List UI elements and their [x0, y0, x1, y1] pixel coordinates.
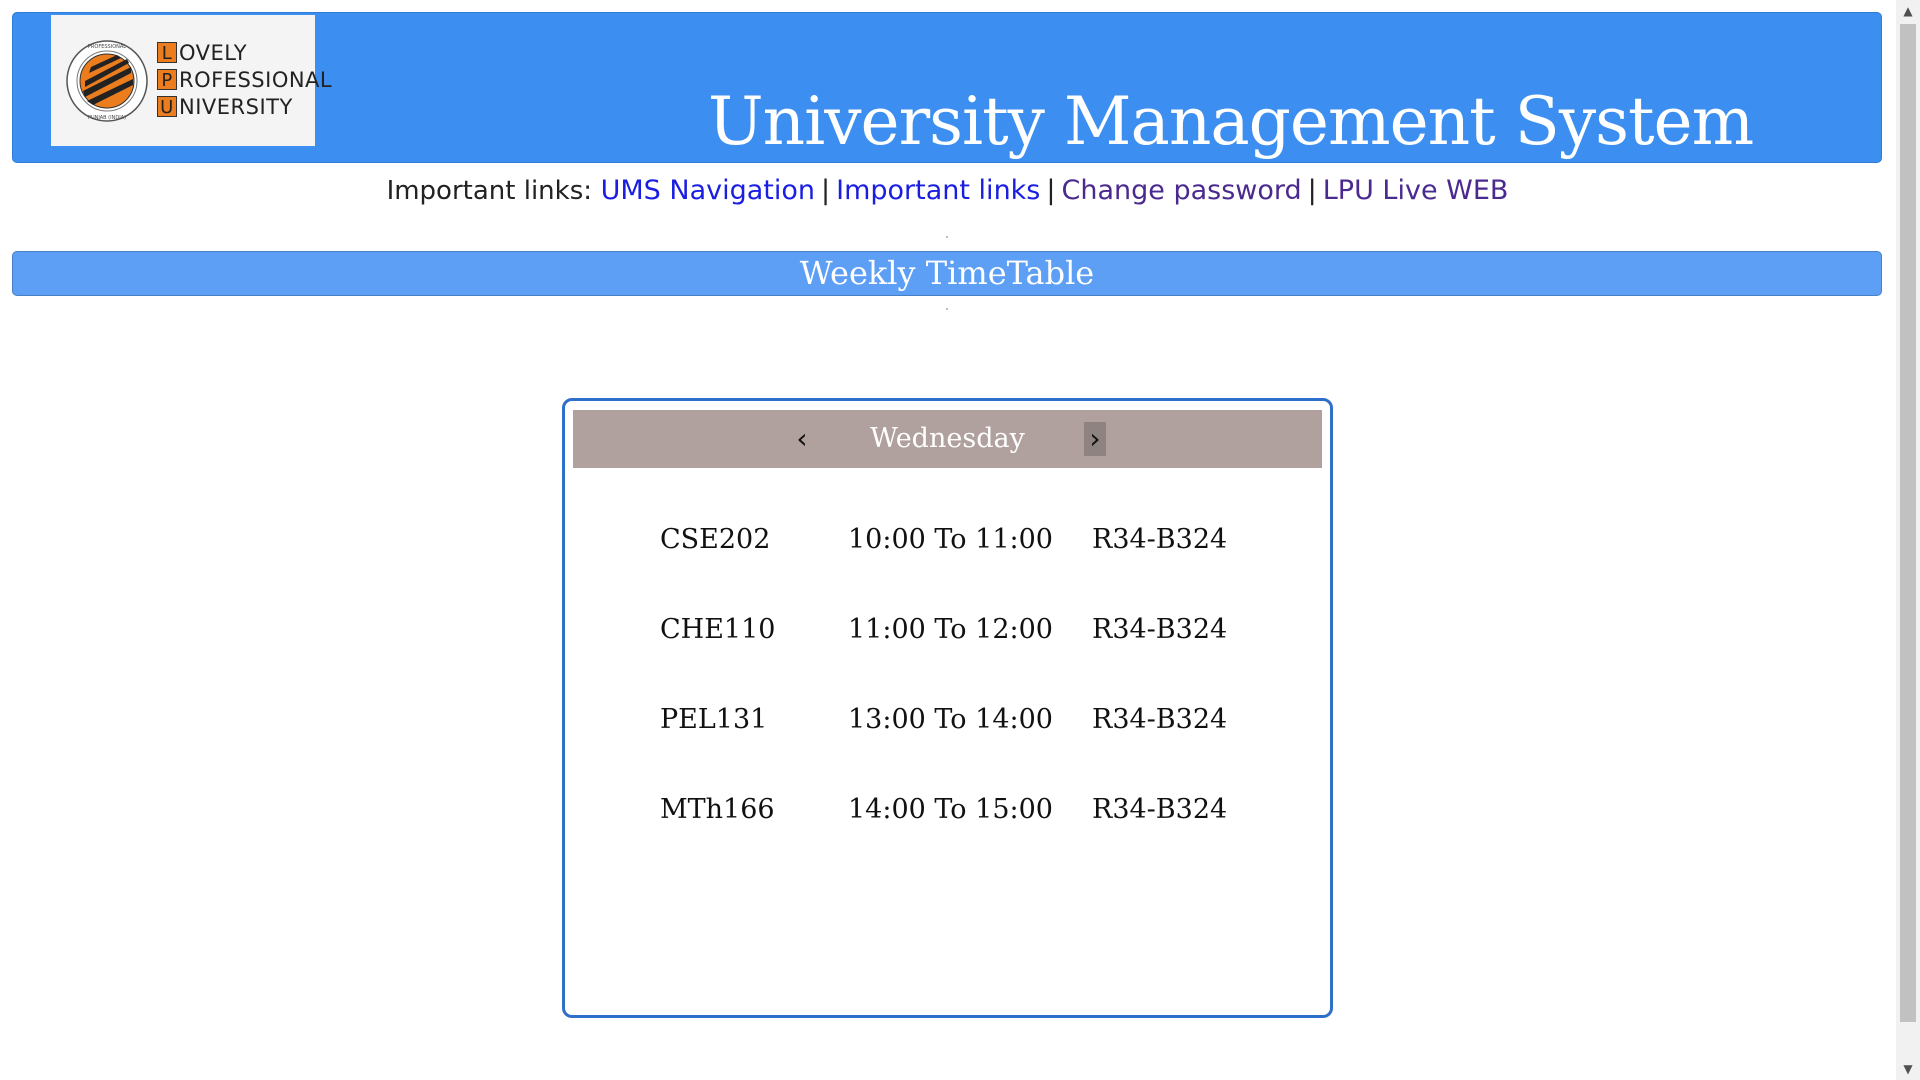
link-ums-navigation[interactable]: UMS Navigation — [600, 175, 816, 206]
university-seal-icon — [65, 39, 149, 123]
link-important-links[interactable]: Important links — [836, 175, 1041, 206]
link-separator: | — [1046, 175, 1056, 206]
logo-initial: U — [157, 96, 177, 117]
link-separator: | — [1307, 175, 1317, 206]
link-lpu-live-web[interactable]: LPU Live WEB — [1322, 175, 1509, 206]
app-title: University Management System — [708, 83, 1754, 160]
timetable-row — [565, 701, 1330, 791]
course-code: CSE202 — [660, 524, 771, 555]
logo-initial: L — [157, 42, 177, 63]
logo-word: ROFESSIONAL — [179, 67, 333, 92]
logo-initial: P — [157, 69, 177, 90]
link-change-password[interactable]: Change password — [1061, 175, 1302, 206]
section-title-bar: Weekly TimeTable — [12, 251, 1882, 296]
timetable-row — [565, 791, 1330, 881]
room-number: R34-B324 — [1092, 794, 1228, 825]
important-links-bar — [0, 175, 1895, 206]
class-time: 13:00 To 14:00 — [848, 704, 1053, 735]
course-code: PEL131 — [660, 704, 768, 735]
timetable-card — [562, 398, 1333, 1018]
svg-text:PUNJAB (INDIA): PUNJAB (INDIA) — [87, 115, 127, 121]
class-time: 10:00 To 11:00 — [848, 524, 1053, 555]
course-code: MTh166 — [660, 794, 775, 825]
timetable-rows — [565, 521, 1330, 881]
divider-dot — [946, 236, 948, 238]
logo-word: OVELY — [179, 40, 248, 65]
scroll-up-arrow-icon[interactable]: ▲ — [1903, 4, 1913, 18]
current-day: Wednesday — [870, 423, 1025, 454]
next-day-button[interactable]: › — [1084, 422, 1106, 456]
link-separator: | — [821, 175, 831, 206]
logo-word: NIVERSITY — [179, 94, 293, 119]
timetable-row — [565, 611, 1330, 701]
vertical-scrollbar[interactable] — [1896, 0, 1920, 1080]
logo-line-university — [157, 93, 332, 120]
divider-dot — [946, 308, 948, 310]
header-banner — [12, 12, 1882, 163]
university-logo[interactable] — [51, 15, 333, 146]
logo-wordmark — [157, 39, 332, 120]
day-selector-bar — [573, 410, 1322, 468]
course-code: CHE110 — [660, 614, 776, 645]
class-time: 11:00 To 12:00 — [848, 614, 1053, 645]
svg-text:PROFESSIONAL: PROFESSIONAL — [87, 44, 127, 50]
class-time: 14:00 To 15:00 — [848, 794, 1053, 825]
timetable-row — [565, 521, 1330, 611]
previous-day-button[interactable]: ‹ — [796, 422, 808, 455]
scrollbar-thumb[interactable] — [1900, 24, 1916, 1022]
logo-line-professional — [157, 66, 332, 93]
room-number: R34-B324 — [1092, 704, 1228, 735]
scroll-down-arrow-icon[interactable]: ▼ — [1903, 1062, 1913, 1076]
links-label: Important links: — [386, 176, 593, 206]
logo-line-lovely — [157, 39, 332, 66]
room-number: R34-B324 — [1092, 524, 1228, 555]
room-number: R34-B324 — [1092, 614, 1228, 645]
